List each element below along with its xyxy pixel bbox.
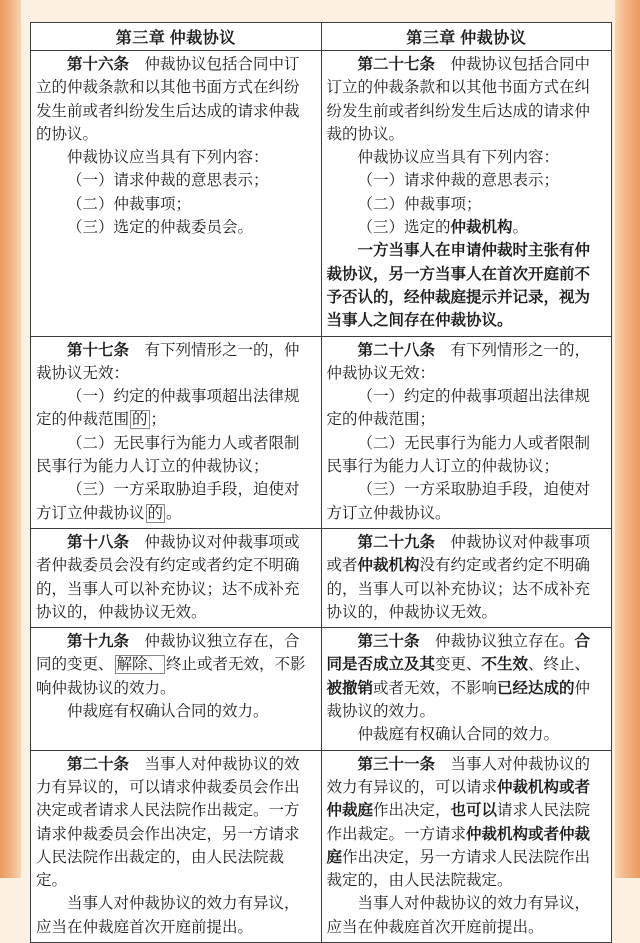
article-row (31, 628, 612, 750)
paragraph (36, 630, 315, 700)
comparison-table-body (31, 51, 612, 943)
paragraph (327, 385, 606, 432)
text-run: 仲裁协议应当具有下列内容： (357, 149, 560, 167)
deleted-text-marker: 的 (132, 411, 148, 429)
amended-text: 第十六条 (67, 56, 130, 73)
text-run: 仲裁协议应当具有下列内容： (67, 149, 269, 167)
table-header (31, 23, 612, 51)
text-run: （三）一方采取胁迫手段，迫使对方订立仲裁协议 (36, 481, 300, 522)
paragraph (327, 239, 606, 332)
amended-text: 第二十八条 (357, 341, 436, 359)
text-run: 有下列情形之一的，仲裁协议无效： (36, 341, 300, 382)
amended-text: 不生效 (481, 656, 529, 674)
chapter-heading-new: 第三章 仲裁协议 (321, 23, 612, 51)
text-run: （三）选定的仲裁委员会。 (67, 219, 254, 237)
amended-text: 第十九条 (67, 633, 130, 651)
text-run: 请求人民法院作出裁定。一方请求 (326, 802, 591, 843)
text-run: 作出决定，另一方请求人民法院作出裁定的，由人民法院裁定。 (326, 848, 591, 890)
amended-text: 仲裁机构或者仲裁庭 (326, 825, 591, 866)
paragraph (327, 630, 606, 723)
amended-text: 已经达成的 (497, 679, 575, 697)
paragraph (36, 169, 315, 192)
text-run: （二）仲裁事项； (67, 195, 192, 213)
amended-text: 仲裁机构 (450, 219, 513, 237)
text-run: ； (150, 411, 167, 429)
text-run: 仲裁协议包括合同中订立的仲裁条款和以其他书面方式在纠纷发生前或者纠纷发生后达成的请求仲裁的协议。 (326, 56, 591, 143)
text-run: 没有约定或者约定不明确的，当事人可以补充协议；达不成补充协议的，仲裁协议无效。 (326, 557, 591, 621)
paragraph (36, 432, 315, 479)
paragraph (327, 216, 606, 239)
text-run: （三）一方采取胁迫手段，迫使对方订立仲裁协议。 (326, 481, 591, 522)
paragraph (36, 193, 315, 216)
text-run: （一）请求仲裁的意思表示； (357, 172, 560, 190)
paragraph (36, 385, 315, 432)
text-run: （二）无民事行为能力人或者限制民事行为能力人订立的仲裁协议； (326, 434, 591, 476)
amended-text: 仲裁机构或者仲裁庭 (326, 778, 591, 820)
text-run: （一）约定的仲裁事项超出法律规定的仲裁范围 (36, 388, 300, 429)
article-row (31, 336, 612, 528)
left-accent-stripe (0, 0, 21, 878)
paragraph (327, 531, 606, 624)
old-law-cell (31, 628, 322, 750)
text-run: （二）仲裁事项； (357, 195, 482, 213)
text-run: 。 (166, 504, 182, 522)
amended-text: 第二十七条 (357, 56, 436, 73)
text-run: 变更、 (435, 656, 482, 674)
text-run: 当事人对仲裁协议的效力有异议，应当在仲裁庭首次开庭前提出。 (36, 895, 300, 936)
paragraph (36, 531, 315, 624)
text-run: 仲裁协议独立存在，合同的变更、 (36, 633, 300, 674)
amended-text: 第十七条 (67, 341, 130, 359)
paragraph (36, 339, 315, 386)
paragraph (36, 216, 315, 239)
article-row (31, 750, 612, 942)
amended-text: 一方当事人在申请仲裁时主张有仲裁协议，另一方当事人在首次开庭前不予否认的，经仲裁庭提示并记录，视为当事人之间存在仲裁协议。 (326, 242, 591, 330)
old-law-cell (31, 750, 322, 942)
text-run: 当事人对仲裁协议的效力有异议，应当在仲裁庭首次开庭前提出。 (326, 895, 591, 936)
paragraph (327, 53, 606, 146)
amended-text: 第十八条 (67, 533, 130, 551)
paragraph (36, 478, 315, 525)
text-run: 作出决定， (373, 802, 451, 820)
text-run: 仲裁协议包括合同中订立的仲裁条款和以其他书面方式在纠纷发生前或者纠纷发生后达成的请求仲裁的协议。 (36, 56, 300, 143)
text-run: （一）请求仲裁的意思表示； (67, 172, 269, 190)
new-law-cell (321, 51, 612, 337)
right-accent-stripe (615, 0, 640, 878)
paragraph (36, 53, 315, 146)
text-run: 、终止、 (528, 656, 591, 674)
paragraph (327, 478, 606, 525)
text-run: （一）约定的仲裁事项超出法律规定的仲裁范围； (326, 388, 591, 429)
article-row (31, 51, 612, 337)
paragraph (327, 146, 606, 169)
new-law-cell (321, 528, 612, 627)
paragraph (36, 700, 315, 723)
paragraph (36, 146, 315, 169)
old-law-cell (31, 528, 322, 627)
amended-text: 第三十一条 (357, 755, 436, 773)
old-law-cell (31, 51, 322, 337)
text-run: 当事人对仲裁协议的效力有异议的，可以请求仲裁委员会作出决定或者请求人民法院作出裁定。一方请求仲裁委员会作出决定，另一方请求人民法院作出裁定的，由人民法院裁定。 (36, 755, 300, 890)
text-run: 仲裁庭有权确认合同的效力。 (357, 726, 560, 744)
paragraph (327, 753, 606, 893)
text-run: （三）选定的 (357, 219, 451, 237)
amended-text: 被撤销 (326, 679, 374, 697)
chapter-heading-old: 第三章 仲裁协议 (31, 23, 322, 51)
paragraph (36, 892, 315, 939)
paragraph (327, 193, 606, 216)
text-run: 有下列情形之一的，仲裁协议无效： (326, 341, 591, 382)
text-run: 终止或者无效，不影响仲裁协议的效力。 (36, 656, 306, 697)
deleted-text-marker: 的 (147, 504, 164, 522)
paragraph (327, 723, 606, 746)
new-law-cell (321, 750, 612, 942)
amended-text: 第二十条 (67, 755, 130, 773)
new-law-cell (321, 628, 612, 750)
text-run: 。 (512, 219, 529, 237)
old-law-cell (31, 336, 322, 528)
article-row (31, 528, 612, 627)
paragraph (327, 339, 606, 386)
deleted-text-marker: 解除、 (116, 656, 164, 674)
paragraph (327, 432, 606, 479)
amended-text: 合同是否成立及其 (326, 633, 591, 674)
paragraph (327, 169, 606, 192)
law-comparison-table (30, 22, 612, 943)
amended-text: 也可以 (450, 802, 498, 820)
text-run: （二）无民事行为能力人或者限制民事行为能力人订立的仲裁协议； (36, 434, 300, 476)
text-run: 仲裁协议的效力。 (326, 679, 591, 721)
text-run: 仲裁庭有权确认合同的效力。 (67, 703, 269, 721)
paragraph (327, 892, 606, 939)
amended-text: 第三十条 (357, 633, 420, 651)
text-run: 仲裁协议对仲裁事项或者 (326, 533, 591, 575)
text-run: 或者无效，不影响 (373, 679, 498, 697)
amended-text: 仲裁机构 (357, 557, 420, 575)
paragraph (36, 753, 315, 893)
amended-text: 第二十九条 (357, 533, 436, 551)
text-run: 仲裁协议独立存在。 (419, 633, 575, 651)
text-run: 仲裁协议对仲裁事项或者仲裁委员会没有约定或者约定不明确的，当事人可以补充协议；达不成补充协议的，仲裁协议无效。 (36, 533, 300, 621)
new-law-cell (321, 336, 612, 528)
header-row (31, 23, 612, 51)
text-run: 当事人对仲裁协议的效力有异议的，可以请求 (326, 755, 591, 796)
